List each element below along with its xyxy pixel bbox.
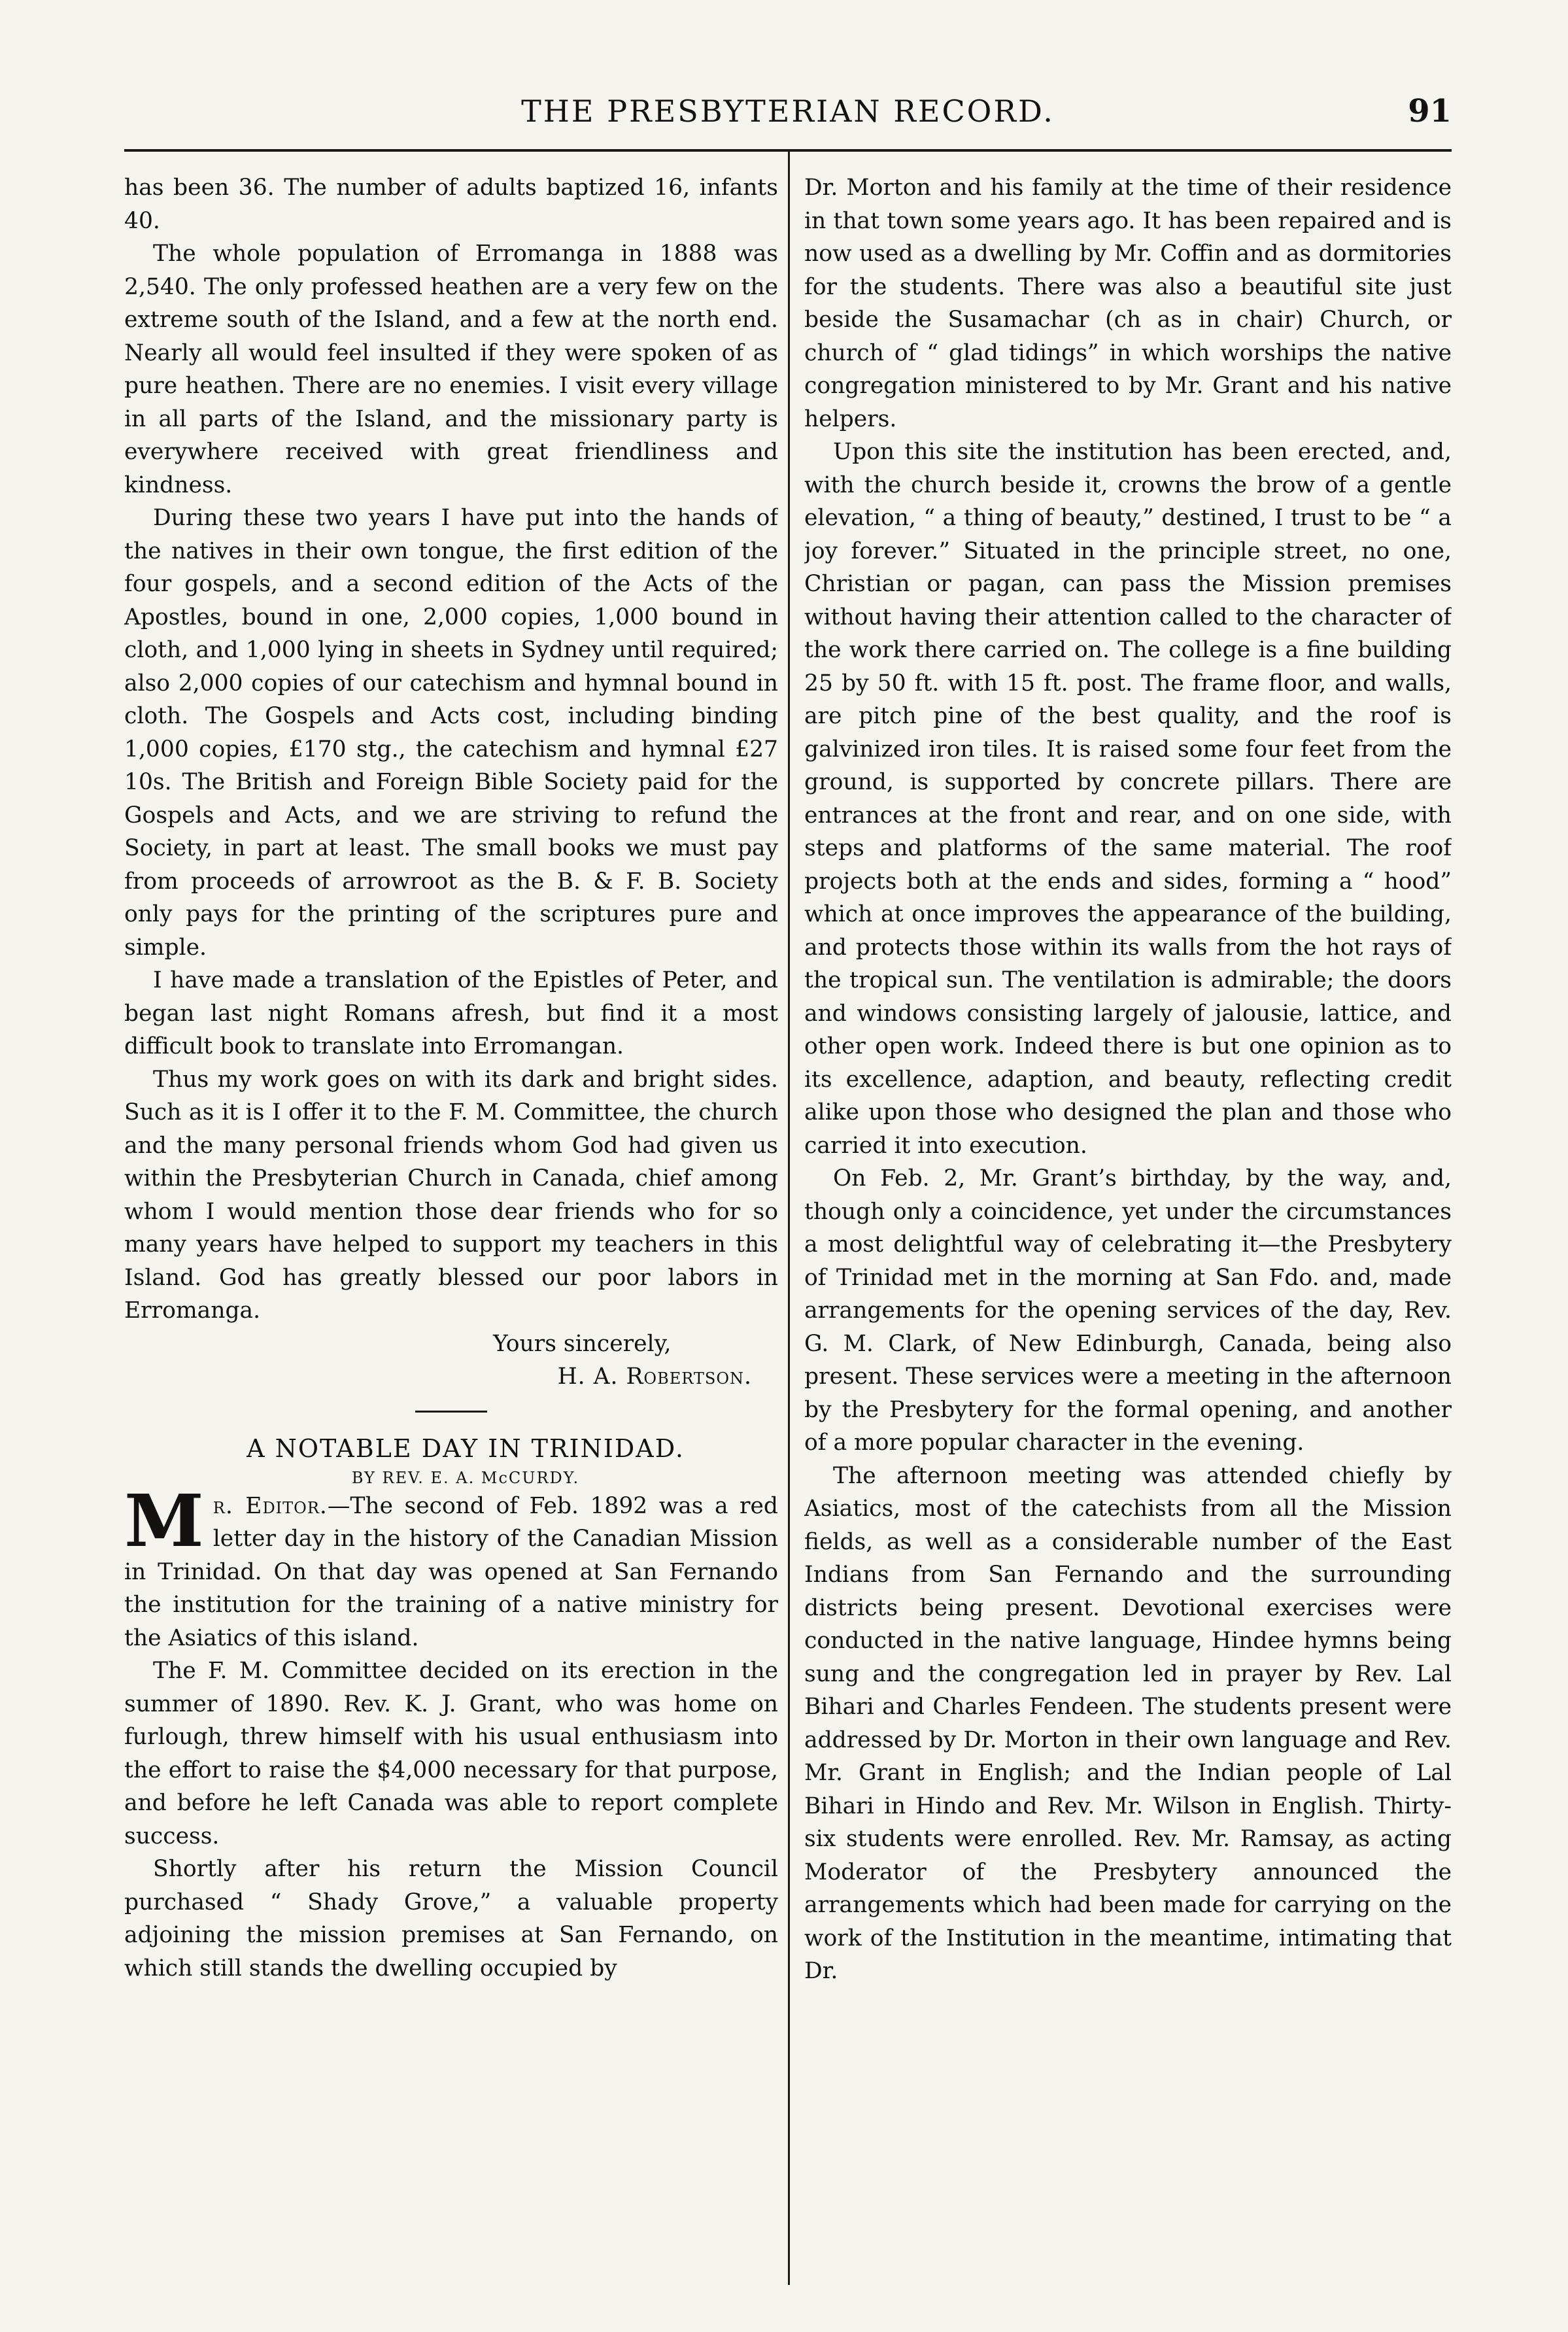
paragraph: Upon this site the institution has been erected, and, with the church beside it, crowns the brow of a gentle elevation, “ a thing of beauty,” destined, I trust to be “ a joy forever.” Situated in the principle street, no one, Christian or pagan, can pass the Mission premises without having their attention called to the character of the work there carried on. The college is a fine building 25 by 50 ft. with 15 ft. post. The frame floor, and walls, are pitch pine of the best quality, and the roof is galvinized iron tiles. It is raised some four feet from the ground, is supported by concrete pillars. There are entrances at the front and rear, and on one side, with steps and platforms of the same material. The roof projects both at the ends and sides, forming a “ hood” which at once improves the appearance of the building, and protects those within its walls from the hot rays of the tropical sun. The ventilation is admirable; the doors and windows consisting largely of jalousie, lattice, and other open work. Indeed there is but one opinion as to its excellence, adaption, and beauty, reflecting credit alike upon those who designed the plan and those who carried it into execution. — [804, 439, 1452, 1159]
paragraph: The F. M. Committee decided on its erection in the summer of 1890. Rev. K. J. Grant, who was home on furlough, threw himself with his usual enthusiasm into the effort to raise the $4,000 necessary for that purpose, and before he left Canada was able to report complete success. — [124, 1658, 778, 1849]
sign-off: Yours sincerely, — [493, 1330, 672, 1357]
paragraph: The whole population of Erromanga in 1888 was 2,540. The only professed heathen are a very few on the extreme south of the Island, and a few at the north end. Nearly all would feel insulted if they were spoken of as pure heathen. There are no enemies. I visit every village in all parts of the Island, and the missionary party is everywhere received with great friendliness and kindness. — [124, 241, 778, 498]
paragraph: has been 36. The number of adults baptized 16, infants 40. — [124, 175, 778, 234]
page-header — [124, 92, 1452, 137]
page-number: 91 — [1408, 93, 1452, 129]
opening-paragraph — [124, 1478, 778, 1655]
drop-cap: M — [124, 1478, 204, 1563]
paragraph: During these two years I have put into the hands of the natives in their own tongue, the first edition of the four gospels, and a second edition of the Acts of the Apostles, bound in one, 2,000 copies, 1,000 bound in cloth, and 1,000 lying in sheets in Sydney until required; also 2,000 copies of our catechism and hymnal bound in cloth. The Gospels and Acts cost, including binding 1,000 copies, £170 stg., the catechism and hymnal £27 10s. The British and Foreign Bible Society paid for the Gospels and Acts, and we are striving to refund the Society, in part at least. The small books we must pay from proceeds of arrowroot as the B. & F. B. Society only pays for the printing of the scriptures pure and simple. — [124, 505, 778, 961]
paragraph: Thus my work goes on with its dark and bright sides. Such as it is I offer it to the F. M. Committee, the church and the many personal friends whom God had given us within the Presbyterian Church in Canada, chief among whom I would mention those dear friends who for so many years have helped to support my teachers in this Island. God has greatly blessed our poor labors in Erromanga. — [124, 1066, 778, 1324]
signature: H. A. Robertson. — [557, 1363, 752, 1390]
paragraph: Dr. Morton and his family at the time of their residence in that town some years ago. It has been repaired and is now used as a dwelling by Mr. Coffin and as dormitories for the students. There was also a beautiful site just beside the Susamachar (ch as in chair) Church, or church of “ glad tidings” in which worships the native congregation ministered to by Mr. Grant and his native helpers. — [804, 175, 1452, 432]
column-divider — [788, 152, 790, 2285]
article-byline: BY REV. E. A. McCURDY. — [351, 1468, 580, 1487]
running-title: THE PRESBYTERIAN RECORD. — [521, 94, 1055, 129]
paragraph: I have made a translation of the Epistles of Peter, and began last night Romans afresh, but find it a most difficult book to translate into Erromangan. — [124, 967, 778, 1059]
left-column — [124, 171, 778, 2290]
article-title: A NOTABLE DAY IN TRINIDAD. — [247, 1433, 685, 1463]
right-column — [804, 171, 1452, 2290]
paragraph-text: —The second of Feb. 1892 was a red letter day in the history of the Canadian Mission in Trinidad. On that day was opened at San Fernando the institution for the training of a native ministry for the Asiatics of this island. — [124, 1492, 778, 1651]
paragraph: Shortly after his return the Mission Council purchased “ Shady Grove,” a valuable property adjoining the mission premises at San Fernando, on which still stands the dwelling occupied by — [124, 1856, 778, 1981]
lead-in: r. Editor. — [213, 1492, 328, 1519]
paragraph: On Feb. 2, Mr. Grant’s birthday, by the way, and, though only a coincidence, yet under the circumstances a most delightful way of celebrating it—the Presbytery of Trinidad met in the morning at San Fdo. and, made arrangements for the opening services of the day, Rev. G. M. Clark, of New Edinburgh, Canada, being also present. These services were a meeting in the afternoon by the Presbytery for the formal opening, and another of a more popular character in the evening. — [804, 1165, 1452, 1456]
paragraph: The afternoon meeting was attended chiefly by Asiatics, most of the catechists from all the Mission fields, as well as a considerable number of the East Indians from San Fernando and the surrounding districts being present. Devotional exercises were conducted in the native language, Hindee hymns being sung and the congregation led in prayer by Rev. Lal Bihari and Charles Fendeen. The students present were addressed by Dr. Morton in their own language and Rev. Mr. Grant in English; and the Indian people of Lal Bihari in Hindo and Rev. Mr. Wilson in English. Thirty-six students were enrolled. Rev. Mr. Ramsay, as acting Moderator of the Presbytery announced the arrangements which had been made for carrying on the work of the Institution in the meantime, intimating that Dr. — [804, 1462, 1452, 1984]
section-divider — [415, 1411, 487, 1413]
